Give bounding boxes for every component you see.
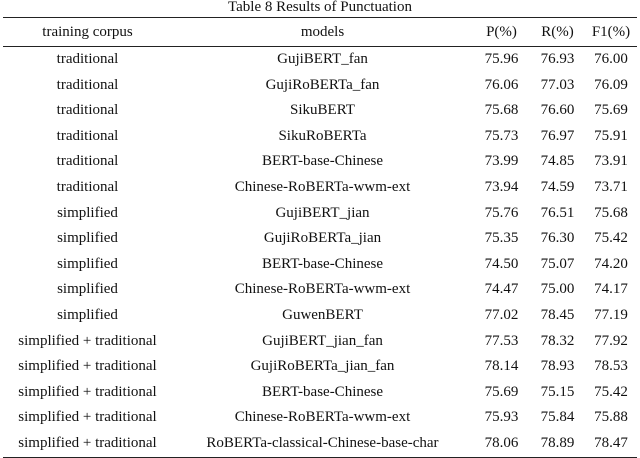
- cell-training-corpus: traditional: [56, 76, 119, 93]
- cell-f1: 78.47: [585, 431, 637, 457]
- cell-model: GujiRoBERTa_fan: [265, 76, 380, 93]
- cell-recall: 77.03: [540, 76, 575, 93]
- cell-f1: 75.69: [594, 102, 628, 119]
- cell-training-corpus: traditional: [56, 127, 119, 144]
- cell-precision: 75.68: [484, 102, 519, 119]
- cell-recall: 78.89: [530, 431, 585, 457]
- cell-model: GujiBERT_fan: [277, 51, 368, 67]
- table-header: [3, 18, 637, 47]
- cell-model: Chinese-RoBERTa-wwm-ext: [234, 178, 411, 195]
- cell-recall: 75.07: [540, 255, 575, 272]
- table-row: [3, 175, 637, 201]
- cell-f1: 73.91: [594, 153, 628, 170]
- cell-f1: 74.20: [594, 255, 628, 272]
- cell-model: Chinese-RoBERTa-wwm-ext: [234, 281, 411, 298]
- cell-training-corpus: simplified: [57, 230, 118, 247]
- table-row: [3, 329, 637, 355]
- cell-recall: 76.51: [540, 204, 575, 221]
- cell-recall: 74.85: [540, 153, 575, 170]
- cell-precision: 74.47: [484, 281, 519, 298]
- cell-f1: 75.91: [594, 127, 628, 144]
- header-recall: R(%): [530, 18, 585, 47]
- cell-precision: 75.76: [484, 204, 519, 221]
- table-row: [3, 303, 637, 329]
- cell-precision: 73.99: [484, 153, 519, 170]
- cell-recall: 78.32: [540, 332, 575, 349]
- header-precision: P(%): [473, 18, 530, 47]
- cell-recall: 74.59: [540, 178, 575, 195]
- cell-f1: 75.42: [594, 230, 628, 247]
- cell-recall: 76.93: [540, 51, 575, 67]
- cell-precision: 75.35: [484, 230, 519, 247]
- cell-training-corpus: simplified: [57, 255, 118, 272]
- cell-recall: 78.45: [540, 306, 575, 323]
- cell-model: SikuRoBERTa: [278, 127, 367, 144]
- cell-f1: 74.17: [594, 281, 628, 298]
- cell-recall: 78.93: [540, 358, 575, 375]
- cell-model: GujiBERT_jian_fan: [262, 332, 383, 349]
- cell-recall: 75.15: [540, 383, 575, 400]
- results-table: [3, 17, 637, 458]
- cell-model: SikuBERT: [290, 102, 355, 119]
- cell-model: Chinese-RoBERTa-wwm-ext: [234, 409, 411, 426]
- table-row: [3, 124, 637, 150]
- cell-training-corpus: simplified + traditional: [18, 383, 157, 400]
- cell-precision: 77.02: [484, 306, 519, 323]
- table-row: [3, 380, 637, 406]
- cell-model: RoBERTa-classical-Chinese-base-char: [172, 431, 473, 457]
- cell-recall: 76.97: [540, 127, 575, 144]
- table-row: [3, 277, 637, 303]
- table-row: [3, 354, 637, 380]
- cell-precision: 76.06: [484, 76, 519, 93]
- table-row: [3, 431, 637, 457]
- cell-f1: 76.09: [594, 76, 628, 93]
- cell-f1: 75.42: [594, 383, 628, 400]
- header-models: models: [172, 18, 473, 47]
- cell-recall: 76.60: [540, 102, 575, 119]
- table-row: [3, 201, 637, 227]
- cell-f1: 77.92: [594, 332, 628, 349]
- cell-training-corpus: traditional: [56, 51, 119, 67]
- cell-precision: 73.94: [484, 178, 519, 195]
- cell-f1: 75.68: [594, 204, 628, 221]
- table-row: [3, 226, 637, 252]
- cell-model: GuwenBERT: [282, 306, 363, 323]
- cell-training-corpus: simplified + traditional: [18, 332, 157, 349]
- cell-training-corpus: simplified: [57, 281, 118, 298]
- cell-training-corpus: traditional: [56, 178, 119, 195]
- header-row: [3, 18, 637, 47]
- table-row: [3, 73, 637, 99]
- cell-precision: 78.14: [484, 358, 519, 375]
- cell-precision: 78.06: [473, 431, 530, 457]
- header-training-corpus: training corpus: [3, 18, 172, 47]
- cell-f1: 73.71: [594, 178, 628, 195]
- cell-model: GujiRoBERTa_jian: [263, 230, 382, 247]
- cell-training-corpus: simplified: [57, 204, 118, 221]
- cell-recall: 75.00: [540, 281, 575, 298]
- table-row: [3, 47, 637, 73]
- table-row: [3, 98, 637, 124]
- cell-precision: 77.53: [484, 332, 519, 349]
- header-f1: F1(%): [585, 18, 637, 47]
- table-caption: Table 8 Results of Punctuation: [228, 0, 412, 15]
- cell-model: BERT-base-Chinese: [261, 255, 384, 272]
- cell-model: BERT-base-Chinese: [261, 153, 384, 170]
- cell-recall: 75.84: [540, 409, 575, 426]
- table-row: [3, 149, 637, 175]
- table-row: [3, 405, 637, 431]
- cell-f1: 78.53: [594, 358, 628, 375]
- cell-precision: 75.96: [484, 51, 519, 67]
- cell-model: BERT-base-Chinese: [261, 383, 384, 400]
- cell-model: GujiBERT_jian: [275, 204, 370, 221]
- cell-precision: 75.73: [484, 127, 519, 144]
- cell-training-corpus: simplified + traditional: [18, 358, 157, 375]
- cell-training-corpus: simplified + traditional: [3, 431, 172, 457]
- cell-f1: 77.19: [594, 306, 628, 323]
- cell-f1: 76.00: [594, 51, 628, 67]
- cell-precision: 75.69: [484, 383, 519, 400]
- cell-training-corpus: traditional: [56, 153, 119, 170]
- cell-training-corpus: simplified: [57, 306, 118, 323]
- table-body: [3, 47, 637, 458]
- cell-precision: 74.50: [484, 255, 519, 272]
- cell-f1: 75.88: [594, 409, 628, 426]
- cell-recall: 76.30: [540, 230, 575, 247]
- cell-training-corpus: simplified + traditional: [18, 409, 157, 426]
- table-row: [3, 252, 637, 278]
- cell-model: GujiRoBERTa_jian_fan: [250, 358, 395, 375]
- cell-training-corpus: traditional: [56, 102, 119, 119]
- cell-precision: 75.93: [484, 409, 519, 426]
